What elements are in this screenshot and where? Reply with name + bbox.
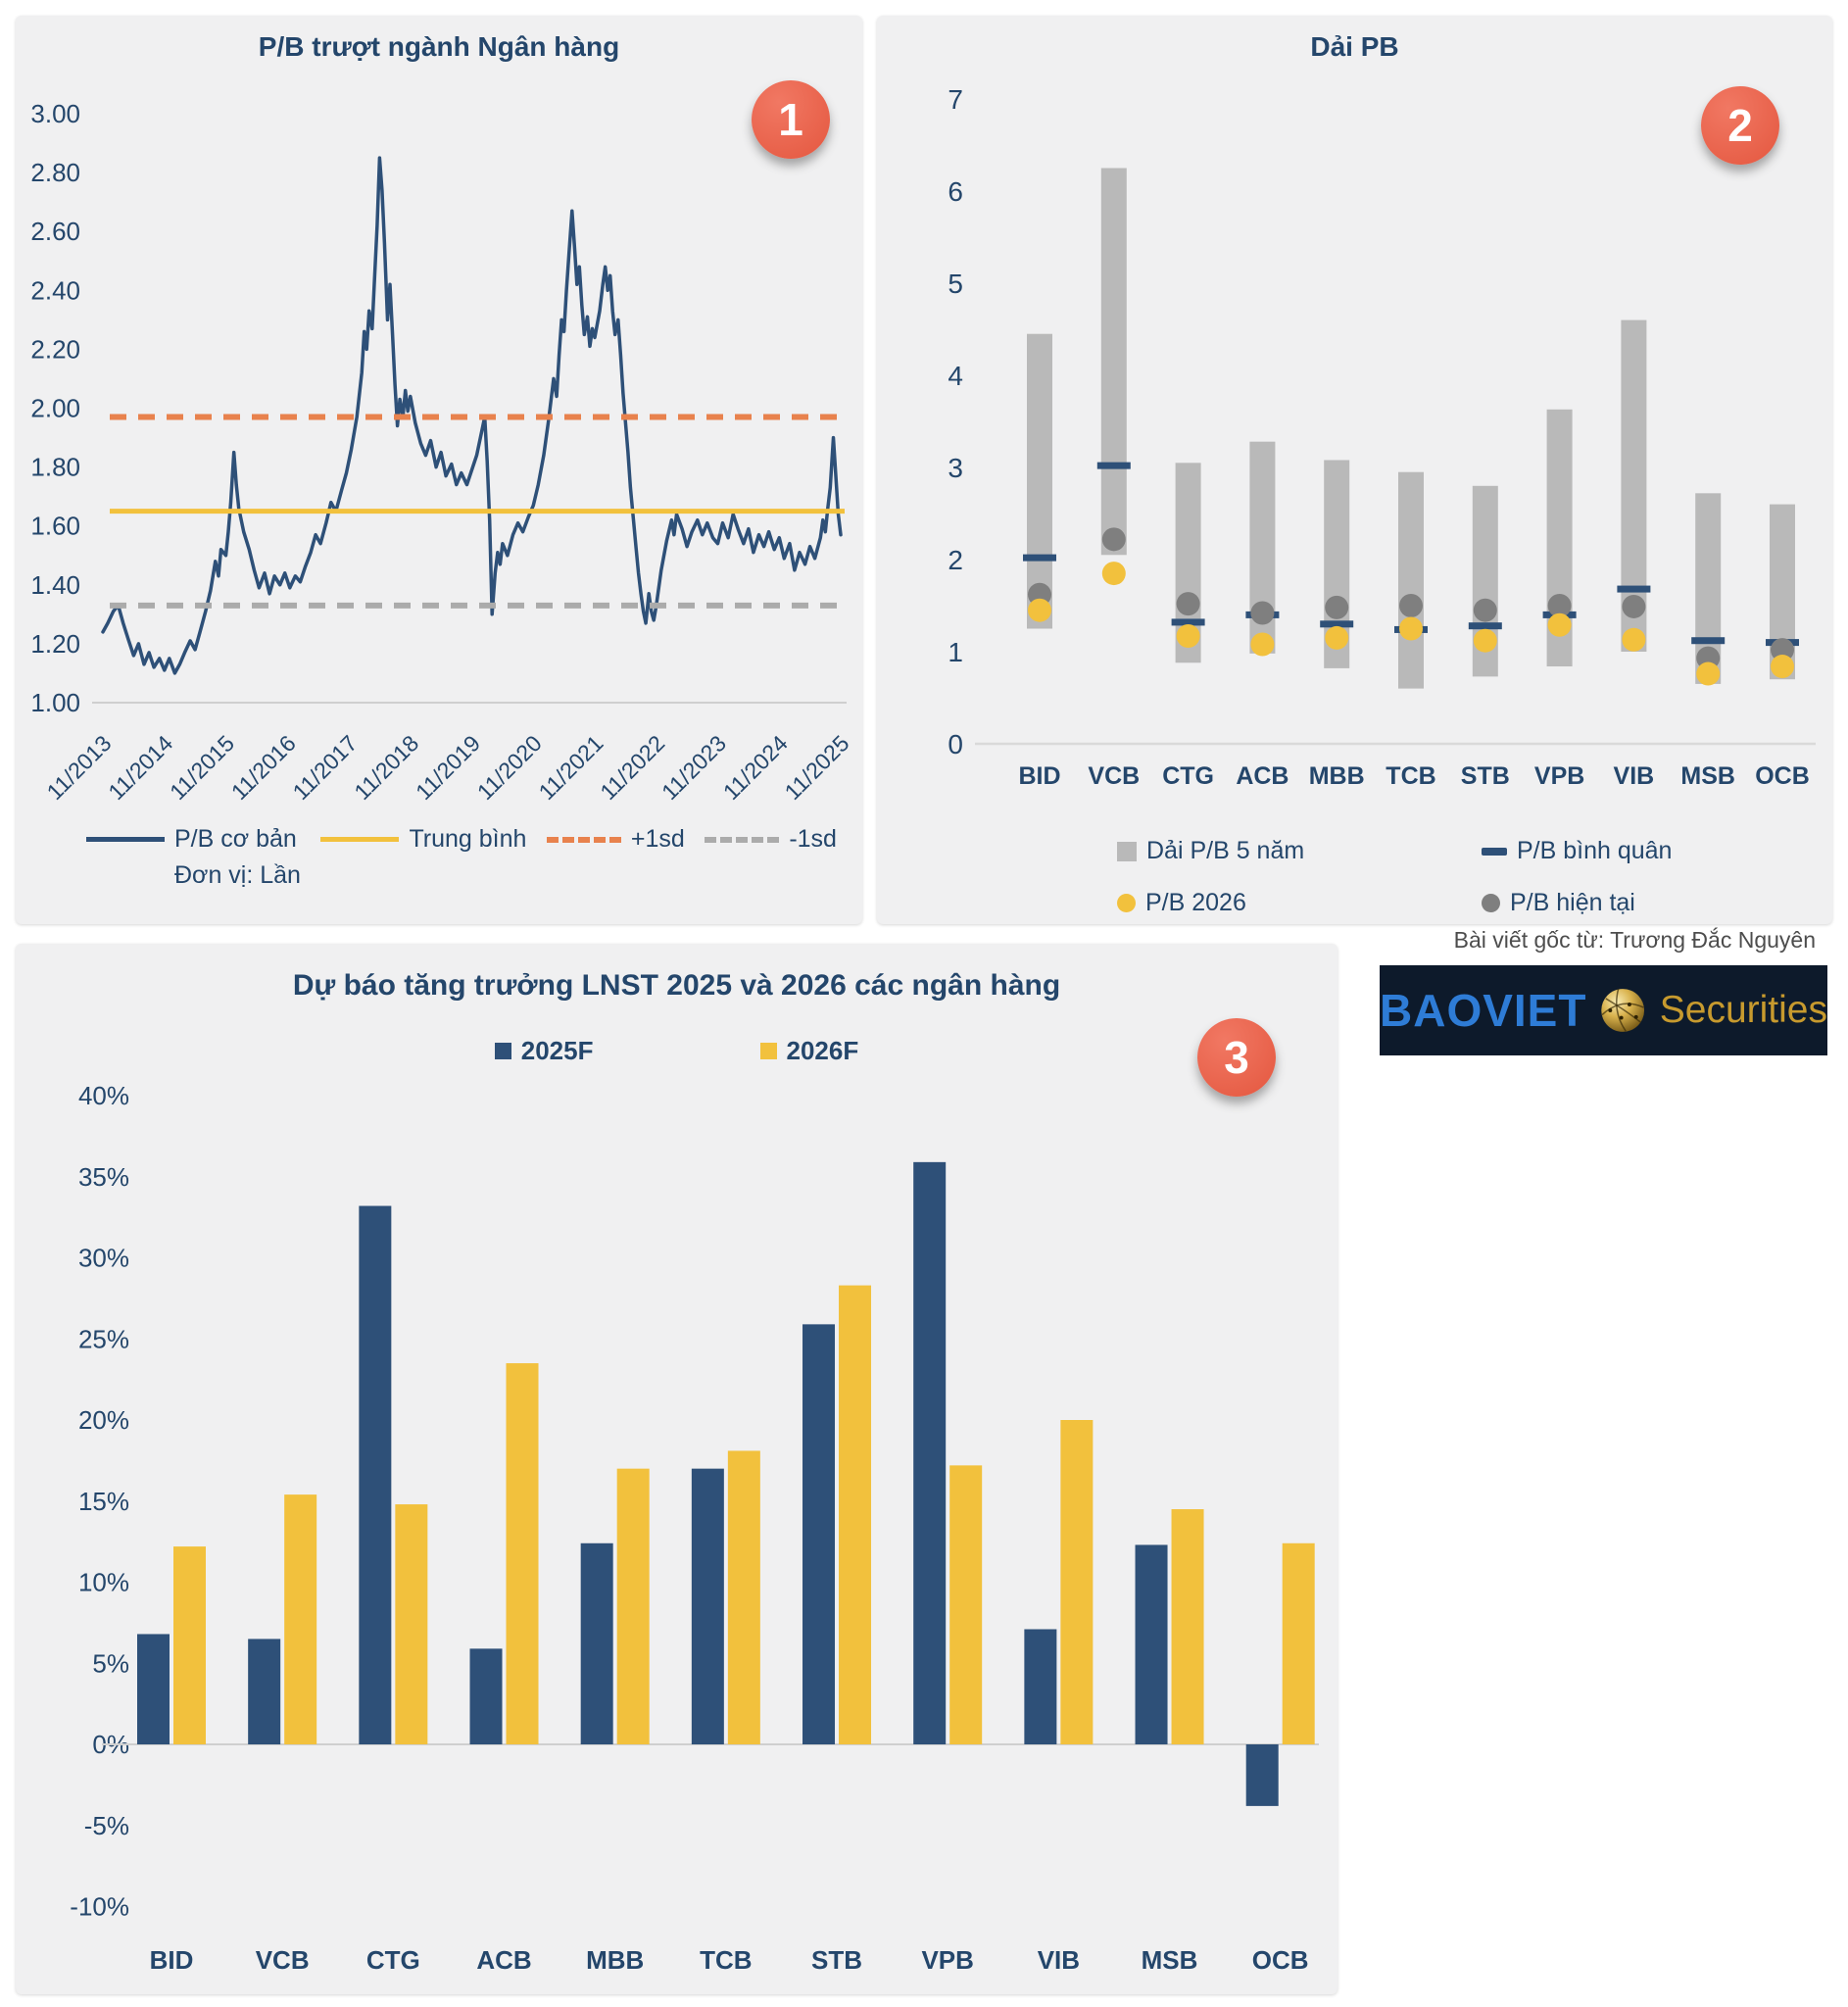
y-tick-label: 2.60 bbox=[30, 217, 80, 247]
x-tick-label: MSB bbox=[1141, 1945, 1198, 1975]
bar-VPB-2026F bbox=[949, 1465, 982, 1744]
chart1-legend bbox=[86, 825, 837, 890]
x-tick-label: ACB bbox=[1236, 762, 1289, 790]
bar-STB-2026F bbox=[839, 1286, 871, 1744]
bar-MBB-2026F bbox=[617, 1469, 650, 1744]
panel-pb-trailing bbox=[16, 16, 862, 924]
mean-marker-VCB bbox=[1097, 463, 1131, 469]
y-tick-label: 0 bbox=[948, 729, 963, 759]
bar-CTG-2026F bbox=[395, 1504, 427, 1744]
bar-MSB-2025F bbox=[1136, 1544, 1168, 1744]
mean-marker-STB bbox=[1469, 622, 1502, 629]
x-tick-label: BID bbox=[149, 1945, 194, 1975]
x-tick-label: MBB bbox=[586, 1945, 645, 1975]
x-tick-label: 11/2016 bbox=[225, 730, 301, 806]
x-tick-label: TCB bbox=[1386, 762, 1436, 790]
pb2026-dot-CTG bbox=[1177, 624, 1200, 648]
current-dot-VCB bbox=[1102, 527, 1126, 551]
y-tick-label: 3.00 bbox=[30, 99, 80, 128]
legend-label: P/B bình quân bbox=[1517, 837, 1673, 864]
x-tick-label: 11/2014 bbox=[103, 730, 178, 806]
y-tick-label: 15% bbox=[77, 1486, 129, 1516]
x-tick-label: OCB bbox=[1755, 762, 1810, 790]
y-tick-label: 5 bbox=[948, 269, 963, 299]
y-tick-label: 1.40 bbox=[30, 569, 80, 600]
y-tick-label: 5% bbox=[92, 1648, 129, 1679]
x-tick-label: BID bbox=[1018, 762, 1061, 790]
bar-MSB-2026F bbox=[1172, 1509, 1204, 1744]
pb-trailing-chart-svg bbox=[16, 16, 862, 924]
x-tick-label: OCB bbox=[1251, 1945, 1309, 1975]
x-tick-label: 11/2021 bbox=[533, 730, 608, 806]
bar-STB-2025F bbox=[802, 1324, 835, 1744]
legend-item-mean bbox=[1482, 837, 1672, 865]
pb2026-dot-VCB bbox=[1102, 562, 1126, 585]
y-tick-label: 1.20 bbox=[30, 628, 80, 659]
legend-label: -1sd bbox=[789, 825, 837, 853]
bar-TCB-2026F bbox=[728, 1450, 760, 1744]
legend-label: P/B 2026 bbox=[1145, 889, 1246, 916]
legend-item-trung-binh bbox=[320, 825, 526, 854]
bar-BID-2026F bbox=[173, 1546, 206, 1744]
pb-range-chart-svg bbox=[877, 16, 1832, 924]
pb-line-swatch-icon bbox=[86, 837, 165, 842]
legend-item-pb-co-ban bbox=[86, 825, 301, 890]
y-tick-label: 25% bbox=[77, 1324, 129, 1354]
bar-CTG-2025F bbox=[359, 1206, 391, 1744]
globe-icon bbox=[1599, 981, 1646, 1040]
pb2026-dot-BID bbox=[1028, 599, 1051, 622]
y-tick-label: 6 bbox=[948, 176, 963, 207]
credit-note: Bài viết gốc từ: Trương Đắc Nguyên bbox=[1453, 927, 1816, 953]
x-tick-label: 11/2024 bbox=[717, 730, 793, 806]
legend-item-minus1sd bbox=[705, 825, 837, 854]
pb2026-dot-swatch-icon bbox=[1117, 894, 1136, 912]
mean-dash-swatch-icon bbox=[1482, 848, 1507, 856]
pb2026-dot-OCB bbox=[1771, 655, 1794, 678]
x-tick-label: 11/2022 bbox=[595, 730, 670, 806]
legend-label: Dải P/B 5 năm bbox=[1146, 837, 1305, 864]
pb2026-dot-ACB bbox=[1250, 632, 1274, 656]
bar-VCB-2026F bbox=[284, 1494, 316, 1744]
legend-label: Trung bình bbox=[409, 825, 527, 853]
y-tick-label: 7 bbox=[948, 84, 963, 115]
logo-suffix-text: Securities bbox=[1659, 989, 1827, 1031]
x-tick-label: VCB bbox=[255, 1945, 310, 1975]
legend-label: P/B hiện tại bbox=[1510, 889, 1635, 916]
baoviet-securities-logo bbox=[1380, 965, 1827, 1055]
x-tick-label: ACB bbox=[476, 1945, 532, 1975]
x-tick-label: 11/2025 bbox=[779, 730, 854, 806]
y-tick-label: 40% bbox=[77, 1081, 129, 1110]
x-tick-label: 11/2019 bbox=[411, 730, 486, 806]
y-tick-label: 30% bbox=[77, 1243, 129, 1273]
bar-OCB-2025F bbox=[1246, 1744, 1279, 1806]
x-tick-label: VIB bbox=[1613, 762, 1655, 790]
x-tick-label: MBB bbox=[1308, 762, 1365, 790]
bar-OCB-2026F bbox=[1283, 1543, 1315, 1744]
step-badge-3: 3 bbox=[1197, 1018, 1276, 1097]
bar-VIB-2026F bbox=[1060, 1420, 1093, 1744]
y-tick-label: 1.00 bbox=[30, 688, 80, 717]
current-dot-CTG bbox=[1177, 592, 1200, 615]
x-tick-label: 11/2020 bbox=[471, 730, 547, 806]
pb2026-dot-VPB bbox=[1548, 613, 1572, 637]
bar-MBB-2025F bbox=[581, 1543, 613, 1744]
bar-ACB-2026F bbox=[507, 1363, 539, 1744]
x-tick-label: 11/2023 bbox=[657, 730, 732, 806]
y-tick-label: -5% bbox=[83, 1810, 129, 1840]
current-dot-STB bbox=[1474, 599, 1497, 622]
x-tick-label: 11/2018 bbox=[349, 730, 424, 806]
y-tick-label: 20% bbox=[77, 1405, 129, 1435]
pb2026-dot-STB bbox=[1474, 629, 1497, 653]
range-bar-VCB bbox=[1101, 169, 1127, 556]
pb-line-series bbox=[103, 158, 841, 673]
bar-VCB-2025F bbox=[248, 1639, 280, 1744]
current-dot-swatch-icon bbox=[1482, 894, 1500, 912]
current-dot-VIB bbox=[1622, 595, 1645, 618]
x-tick-label: VCB bbox=[1088, 762, 1141, 790]
y-tick-label: 0% bbox=[92, 1730, 129, 1759]
x-tick-label: 11/2017 bbox=[287, 730, 363, 806]
y-tick-label: 3 bbox=[948, 453, 963, 483]
range-bar-swatch-icon bbox=[1117, 842, 1137, 861]
y-tick-label: 2.80 bbox=[30, 158, 80, 188]
legend-item-current bbox=[1482, 889, 1672, 917]
y-tick-label: 4 bbox=[948, 361, 963, 391]
step-badge-1: 1 bbox=[752, 80, 830, 159]
pb2026-dot-TCB bbox=[1399, 617, 1423, 641]
panel-pb-range bbox=[877, 16, 1832, 924]
chart3-title: Dự báo tăng trưởng LNST 2025 và 2026 các ngân hàng bbox=[292, 969, 1061, 1002]
y-tick-label: 10% bbox=[77, 1567, 129, 1597]
pb2026-dot-VIB bbox=[1622, 628, 1645, 652]
x-tick-label: VPB bbox=[1533, 762, 1585, 790]
plus1sd-swatch-icon bbox=[547, 837, 621, 843]
x-tick-label: STB bbox=[811, 1945, 863, 1975]
current-dot-MBB bbox=[1325, 596, 1348, 619]
legend-item-plus1sd bbox=[547, 825, 685, 854]
y-tick-label: -10% bbox=[70, 1891, 129, 1922]
x-tick-label: VIB bbox=[1037, 1945, 1081, 1975]
mean-marker-BID bbox=[1023, 555, 1056, 562]
mean-marker-VIB bbox=[1617, 586, 1650, 593]
legend-label: +1sd bbox=[630, 825, 685, 853]
x-tick-label: CTG bbox=[365, 1945, 420, 1975]
y-tick-label: 1.80 bbox=[30, 452, 80, 482]
legend-label: 2026F bbox=[786, 1036, 859, 1065]
mean-line-swatch-icon bbox=[320, 837, 399, 842]
y-tick-label: 2.40 bbox=[30, 275, 80, 306]
x-tick-label: TCB bbox=[700, 1945, 753, 1975]
x-tick-label: STB bbox=[1460, 762, 1510, 790]
y-tick-label: 2 bbox=[948, 545, 963, 575]
step-badge-2: 2 bbox=[1701, 86, 1779, 165]
minus1sd-swatch-icon bbox=[705, 837, 779, 843]
panel-lnst-growth bbox=[16, 944, 1337, 1994]
y-tick-label: 2.00 bbox=[30, 393, 80, 423]
pb2026-dot-MBB bbox=[1325, 626, 1348, 650]
current-dot-TCB bbox=[1399, 594, 1423, 617]
x-tick-label: MSB bbox=[1680, 762, 1735, 790]
bar-ACB-2025F bbox=[470, 1648, 503, 1744]
x-tick-label: CTG bbox=[1162, 762, 1214, 790]
chart2-title: Dải PB bbox=[1310, 31, 1399, 62]
range-bar-TCB bbox=[1398, 472, 1424, 689]
bar-BID-2025F bbox=[137, 1634, 170, 1744]
legend-item-pb2026 bbox=[1117, 889, 1482, 917]
bar-VIB-2025F bbox=[1024, 1629, 1056, 1744]
y-tick-label: 1.60 bbox=[30, 511, 80, 541]
y-tick-label: 35% bbox=[77, 1161, 129, 1192]
mean-marker-MSB bbox=[1691, 637, 1725, 644]
x-tick-label: 11/2013 bbox=[41, 730, 117, 806]
legend-item-range bbox=[1117, 837, 1482, 865]
legend-label: 2025F bbox=[520, 1036, 594, 1065]
y-tick-label: 1 bbox=[948, 637, 963, 667]
legend-label: P/B cơ bản bbox=[174, 825, 297, 853]
y-tick-label: 2.20 bbox=[30, 334, 80, 365]
current-dot-ACB bbox=[1250, 602, 1274, 625]
chart1-title: P/B trượt ngành Ngân hàng bbox=[258, 31, 620, 62]
unit-note: Đơn vị: Lần bbox=[174, 861, 301, 889]
x-tick-label: VPB bbox=[921, 1945, 974, 1975]
chart2-legend bbox=[1117, 837, 1672, 917]
bar-TCB-2025F bbox=[692, 1469, 724, 1744]
x-tick-label: 11/2015 bbox=[165, 730, 240, 806]
lnst-growth-chart-svg bbox=[16, 944, 1337, 1994]
logo-brand-text: BAOVIET bbox=[1380, 985, 1587, 1036]
bar-VPB-2025F bbox=[913, 1162, 946, 1744]
pb2026-dot-MSB bbox=[1696, 662, 1720, 686]
